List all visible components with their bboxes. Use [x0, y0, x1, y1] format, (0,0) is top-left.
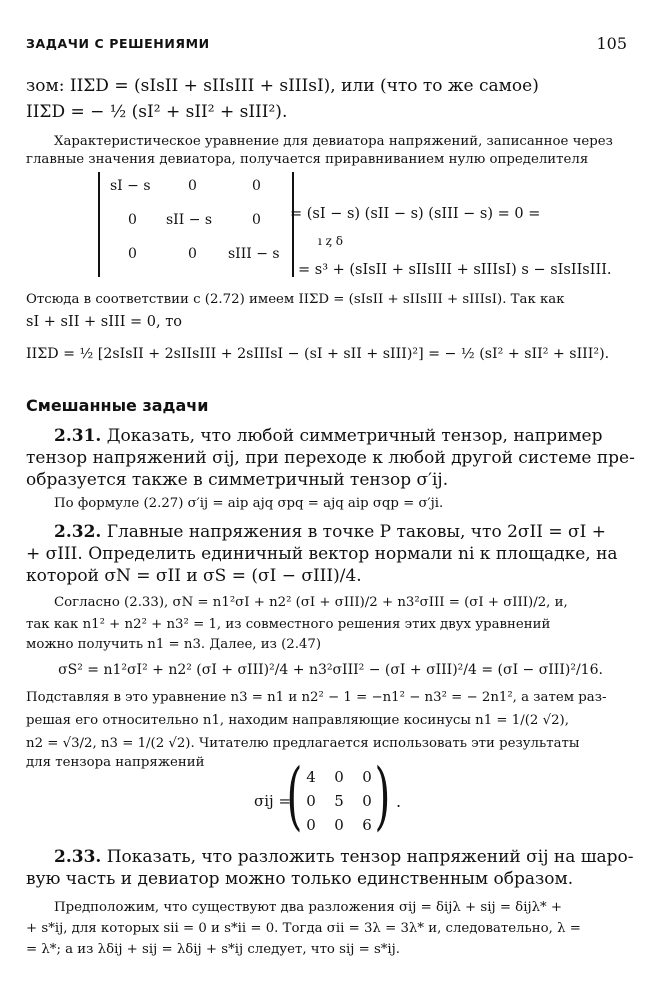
- problem-text: Главные напряжения в точке P таковы, что 2σII = σI +: [101, 522, 606, 542]
- char-eq-line-2: главные значения девиатора, получается приравниванием нулю определителя: [26, 152, 589, 167]
- matrix-cell: 0: [306, 792, 316, 810]
- det-equation: = (sI − s) (sII − s) (sIII − s) = 0 =: [290, 206, 541, 222]
- det-cell: 0: [128, 212, 137, 228]
- print-artifact: ı ȥ ẟ: [318, 234, 344, 248]
- problem-text: Показать, что разложить тензор напряжений σij на шаро-: [101, 847, 634, 867]
- derivation-line-2: sI + sII + sIII = 0, то: [26, 314, 182, 330]
- problem-2-31-line-3: образуется также в симметричный тензор σ′ij.: [26, 470, 449, 490]
- problem-2-32-solution-2: так как n1² + n2² + n3² = 1, из совместного решения этих двух уравнений: [26, 617, 551, 632]
- matrix-cell: 5: [334, 792, 344, 810]
- determinant: [98, 172, 294, 277]
- page-number: 105: [596, 34, 627, 53]
- problem-number: 2.33.: [54, 847, 102, 867]
- det-expansion: = s³ + (sIsII + sIIsIII + sIIIsI) s − sIsIIsIII.: [298, 262, 612, 278]
- problem-2-33-solution-3: = λ*; а из λδij + sij = λδij + s*ij следует, что sij = s*ij.: [26, 942, 401, 957]
- matrix-cell: 0: [334, 768, 344, 786]
- det-cell: sII − s: [166, 212, 213, 228]
- det-cell: 0: [188, 246, 197, 262]
- problem-2-33-line-1: [54, 847, 634, 867]
- det-cell: 0: [128, 246, 137, 262]
- matrix-row: [297, 816, 381, 834]
- problem-2-32-line-2: + σIII. Определить единичный вектор нормали ni к площадке, на: [26, 544, 618, 564]
- problem-text: Доказать, что любой симметричный тензор, например: [101, 426, 603, 446]
- running-title: ЗАДАЧИ С РЕШЕНИЯМИ: [26, 36, 210, 51]
- problem-2-32-solution-3: можно получить n1 = n3. Далее, из (2.47): [26, 637, 322, 652]
- matrix-cell: 0: [362, 768, 372, 786]
- matrix-right-paren: ): [374, 753, 391, 839]
- char-eq-line-1: Характеристическое уравнение для девиатора напряжений, записанное через: [54, 134, 613, 149]
- problem-2-32-equation: σS² = n1²σI² + n2² (σI + σIII)²/4 + n3²σIII² − (σI + σIII)²/4 = (σI − σIII)²/16.: [58, 662, 603, 678]
- problem-2-32-line-3: которой σN = σII и σS = (σI − σIII)/4.: [26, 566, 362, 586]
- det-cell: 0: [252, 212, 261, 228]
- det-cell: sIII − s: [228, 246, 280, 262]
- problem-2-32-solution-5: решая его относительно n1, находим направляющие косинусы n1 = 1/(2 √2),: [26, 713, 569, 728]
- matrix-left-paren: (: [286, 753, 303, 839]
- matrix-cell: 0: [334, 816, 344, 834]
- problem-2-32-solution-4: Подставляя в это уравнение n3 = n1 и n2² − 1 = −n1² − n3² = − 2n1², а затем раз-: [26, 690, 607, 705]
- problem-2-32-solution-6: n2 = √3/2, n3 = 1/(2 √2). Читателю предлагается использовать эти результаты: [26, 736, 580, 751]
- matrix-cell: 6: [362, 816, 372, 834]
- sigma-label: σij =: [254, 792, 292, 810]
- problem-2-31-solution: По формуле (2.27) σ′ij = aip ajq σpq = ajq aip σqp = σ′ji.: [54, 496, 444, 511]
- problem-2-32-line-1: [54, 522, 631, 542]
- matrix-period: .: [396, 792, 402, 811]
- matrix-cell: 4: [306, 768, 316, 786]
- problem-2-31-line-2: тензор напряжений σij, при переходе к любой другой системе пре-: [26, 448, 635, 468]
- stress-matrix: [297, 764, 381, 836]
- problem-2-33-solution-1: Предположим, что существуют два разложения σij = δijλ + sij = δijλ* +: [54, 900, 563, 915]
- matrix-row: [297, 768, 381, 786]
- problem-2-33-line-2: вую часть и девиатор можно только единственным образом.: [26, 869, 574, 889]
- det-cell: 0: [252, 178, 261, 194]
- intro-line-2: IIΣD = − ½ (sI² + sII² + sIII²).: [26, 102, 288, 122]
- intro-line-1: зом: IIΣD = (sIsII + sIIsIII + sIIIsI), или (что то же самое): [26, 76, 539, 96]
- section-title: Смешанные задачи: [26, 396, 209, 415]
- problem-number: 2.32.: [54, 522, 102, 542]
- problem-2-31-line-1: [54, 426, 631, 446]
- det-cell: sI − s: [110, 178, 151, 194]
- problem-2-32-solution-7: для тензора напряжений: [26, 755, 205, 770]
- det-cell: 0: [188, 178, 197, 194]
- problem-2-32-solution-1: Согласно (2.33), σN = n1²σI + n2² (σI + σIII)/2 + n3²σIII = (σI + σIII)/2, и,: [54, 595, 568, 610]
- derivation-line-1: Отсюда в соответствии с (2.72) имеем IIΣD = (sIsII + sIIsIII + sIIIsI). Так как: [26, 292, 565, 307]
- problem-2-33-solution-2: + s*ij, для которых sii = 0 и s*ii = 0. Тогда σii = 3λ = 3λ* и, следовательно, λ =: [26, 921, 581, 936]
- matrix-cell: 0: [306, 816, 316, 834]
- problem-number: 2.31.: [54, 426, 102, 446]
- derivation-line-3: IIΣD = ½ [2sIsII + 2sIIsIII + 2sIIIsI − (sI + sII + sIII)²] = − ½ (sI² + sII² + sIII²).: [26, 346, 610, 362]
- matrix-row: [297, 792, 381, 810]
- matrix-cell: 0: [362, 792, 372, 810]
